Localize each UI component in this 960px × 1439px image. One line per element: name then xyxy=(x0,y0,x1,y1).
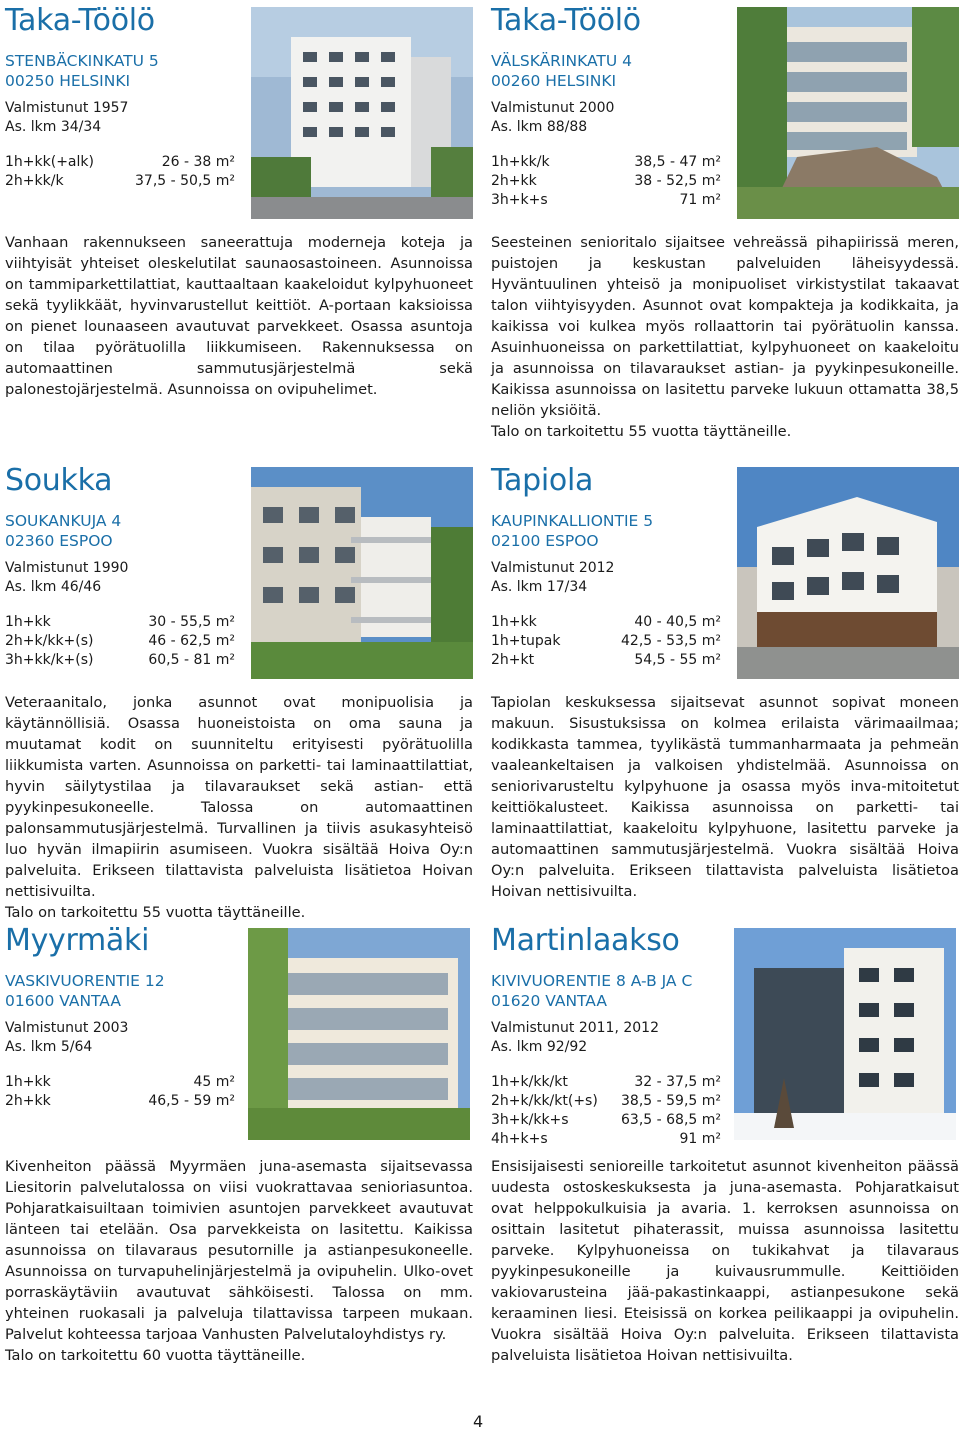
address-postal: 02360 ESPOO xyxy=(5,532,113,550)
unit-row xyxy=(5,153,235,172)
unit-type: 1h+kk xyxy=(5,614,51,630)
address-postal: 02100 ESPOO xyxy=(491,532,599,550)
description-extra: Talo on tarkoitettu 55 vuotta täyttäneille. xyxy=(5,904,306,921)
unit-row xyxy=(491,172,721,191)
address-postal: 01600 VANTAA xyxy=(5,992,121,1010)
unit-type: 1h+k/kk/kt xyxy=(491,1074,568,1090)
description-text: Tapiolan keskuksessa sijaitsevat asunnot sopivat moneen makuun. Sisustuksissa on kolmea erilaista värimaailmaa; kodikkasta tammea, tyylikästä tummanharmaata ja pehmeän vaaleankeltaisen ja valkoisen yhdistelmää. Asunnoissa on seniorivarusteltu kylpyhuone ja osassa myös inva-mitoitetut keittiökalusteet. Kaikissa asunnoissa on parketti- tai laminaattilattiat, kaakeloitu kylpyhuone, lasitettu parveke ja automaattinen sammutusjärjestelmä. Vuokra sisältää Hoiva Oy:n palveluita. Erikseen tilattavista palveluista lisätietoa Hoivan nettisivuilta. xyxy=(491,694,959,900)
listing-title: Soukka xyxy=(5,463,113,498)
unit-area: 91 m² xyxy=(679,1131,721,1147)
listing-description xyxy=(5,232,473,400)
built-year: Valmistunut 2012 xyxy=(491,560,615,576)
unit-area: 32 - 37,5 m² xyxy=(634,1074,721,1090)
description-text: Kivenheiton päässä Myyrmäen juna-asemasta sijaitsevassa Liesitorin palvelutalossa on viisi vuokrattavaa senioriasuntoa. Pohjaratkaisuiltaan toimivien asuntojen parvekkeet avautuvat länteen tai etelään. Osa parvekkeista on lasitettu. Kaikissa asunnoissa on tilavaraus pesutornille ja astianpesukoneelle. Asunnoissa on turvapuhelinjärjestelmä ja ovipuhelin. Ulko-ovet porraskäytäviin avautuvat sähköisesti. Talossa on mm. yhteinen ruokasali ja palveluja tilattavissa tarpeen mukaan. Palvelut kohteessa tarjoaa Vanhusten Palvelutaloyhdistys ry. xyxy=(5,1158,473,1343)
unit-type: 3h+k+s xyxy=(491,192,548,208)
listing-taka-toolo-stenbackinkatu xyxy=(5,3,473,400)
description-text: Seesteinen senioritalo sijaitsee vehreässä pihapiirissä meren, puistojen ja keskustan palveluiden läheisyydessä. Hyväntuulinen yhteisö ja monipuoliset virkistystilat takaavat talon viihtyisyyden. Asunnot ovat kompakteja ja kodikkaita, ja kaikissa voi kulkea myös rollaattorin tai pyörätuolin kanssa. Asuinhuoneissa on parkettilattiat, kylpyhuoneet on kaakeloitu ja asunnoissa on tilavaraukset astian- ja pyykinpesukoneille. Kaikissa asunnoissa on lasitettu parveke lukuun ottamatta 38,5 neliön yksiöitä. xyxy=(491,234,959,419)
address-street: VÄLSKÄRINKATU 4 xyxy=(491,52,633,70)
unit-area: 38 - 52,5 m² xyxy=(634,173,721,189)
listing-title: Taka-Töölö xyxy=(5,3,155,38)
unit-row xyxy=(491,651,721,670)
unit-row xyxy=(5,172,235,191)
listing-title: Martinlaakso xyxy=(491,923,680,958)
unit-row xyxy=(491,1111,721,1130)
unit-area: 38,5 - 59,5 m² xyxy=(621,1093,721,1109)
unit-type: 1h+kk xyxy=(5,1074,51,1090)
unit-row xyxy=(5,1073,235,1092)
building-photo xyxy=(737,467,959,679)
listing-header xyxy=(491,463,959,678)
unit-type: 1h+kk/k xyxy=(491,154,550,170)
unit-type: 1h+kk xyxy=(491,614,537,630)
built-year: Valmistunut 2003 xyxy=(5,1020,129,1036)
unit-list xyxy=(5,613,235,670)
listing-description xyxy=(491,692,959,902)
apartment-count: As. lkm 88/88 xyxy=(491,119,588,135)
listing-description xyxy=(5,692,473,923)
description-extra: Talo on tarkoitettu 60 vuotta täyttäneille. xyxy=(5,1347,306,1364)
listing-description xyxy=(491,1156,959,1366)
address-street: STENBÄCKINKATU 5 xyxy=(5,52,159,70)
listing-description xyxy=(5,1156,473,1366)
unit-row xyxy=(491,191,721,210)
unit-row xyxy=(491,613,721,632)
listing-taka-toolo-valskarinkatu xyxy=(491,3,959,442)
listing-soukka xyxy=(5,463,473,923)
unit-area: 45 m² xyxy=(193,1074,235,1090)
address-postal: 00250 HELSINKI xyxy=(5,72,131,90)
description-extra: Talo on tarkoitettu 55 vuotta täyttäneille. xyxy=(491,423,792,440)
unit-list xyxy=(5,1073,235,1111)
unit-list xyxy=(491,613,721,670)
address-postal: 00260 HELSINKI xyxy=(491,72,617,90)
unit-type: 2h+k/kk/kt(+s) xyxy=(491,1093,598,1109)
unit-row xyxy=(491,632,721,651)
listing-header xyxy=(491,3,959,218)
address-postal: 01620 VANTAA xyxy=(491,992,607,1010)
unit-row xyxy=(491,153,721,172)
listing-title: Taka-Töölö xyxy=(491,3,641,38)
unit-row xyxy=(491,1130,721,1149)
unit-type: 1h+tupak xyxy=(491,633,561,649)
unit-type: 4h+k+s xyxy=(491,1131,548,1147)
built-year: Valmistunut 2000 xyxy=(491,100,615,116)
unit-area: 30 - 55,5 m² xyxy=(148,614,235,630)
listing-description xyxy=(491,232,959,442)
building-photo-myyrmaki xyxy=(248,928,470,1140)
address-street: SOUKANKUJA 4 xyxy=(5,512,122,530)
unit-type: 3h+kk/k+(s) xyxy=(5,652,94,668)
unit-area: 54,5 - 55 m² xyxy=(634,652,721,668)
description-text: Ensisijaisesti senioreille tarkoitetut asunnot kivenheiton päässä uudesta ostoskeskuksesta ja juna-asemasta. Pohjaratkaisut ovat helppokulkuisia ja avaria. 1. kerroksen asunnoissa on osittain lasitetut pihaterassit, muissa asunnoissa lasitettu parveke. Kylpyhuoneissa on tukikahvat ja tilavaraus pyykinpesukoneille ja kuivausrummulle. Keittiöiden vakiovarusteina jää-pakastinkaappi, astianpesukone sekä keraaminen liesi. Eteisissä on korkea peilikaappi ja ovipuhelin. Vuokra sisältää Hoiva Oy:n palveluita. Erikseen tilattavista palveluista lisätietoa Hoivan nettisivuilta. xyxy=(491,1158,959,1364)
unit-row xyxy=(491,1073,721,1092)
listing-header xyxy=(5,3,473,218)
listing-title: Tapiola xyxy=(491,463,594,498)
listing-title: Myyrmäki xyxy=(5,923,150,958)
unit-area: 42,5 - 53,5 m² xyxy=(621,633,721,649)
unit-area: 71 m² xyxy=(679,192,721,208)
unit-list xyxy=(491,1073,721,1149)
unit-row xyxy=(5,613,235,632)
address-street: VASKIVUORENTIE 12 xyxy=(5,972,165,990)
unit-area: 26 - 38 m² xyxy=(161,154,235,170)
unit-list xyxy=(5,153,235,191)
listing-tapiola xyxy=(491,463,959,902)
address-street: KIVIVUORENTIE 8 A-B JA C xyxy=(491,972,693,990)
description-text: Vanhaan rakennukseen saneerattuja moderneja koteja ja viihtyisät yhteiset oleskelutilat saunaosastoineen. Asunnoissa on tammiparkettilattiat, kauttaaltaan kaakeloidut kylpyhuoneet sekä tyylikkäät, hyvinvarustellut keittiöt. A-portaan kaksioissa on pienet lounaaseen avautuvat parvekkeet. Osassa asuntoja on tilaa pyörätuolilla liikkumiseen. Rakennuksessa on automaattinen sammutusjärjestelmä sekä palonestojärjestelmä. Asunnoissa on ovipuhelimet. xyxy=(5,234,473,398)
built-year: Valmistunut 2011, 2012 xyxy=(491,1020,659,1036)
listing-header xyxy=(5,463,473,678)
page-number: 4 xyxy=(473,1412,484,1431)
unit-type: 3h+k/kk+s xyxy=(491,1112,569,1128)
unit-list xyxy=(491,153,721,210)
apartment-count: As. lkm 34/34 xyxy=(5,119,102,135)
unit-type: 1h+kk(+alk) xyxy=(5,154,94,170)
description-text: Veteraanitalo, jonka asunnot ovat monipuolisia ja käytännöllisiä. Osassa huoneistoista on oma sauna ja muutamat kodit on suunniteltu erityisesti pyörätuolilla liikkumista varten. Asunnoissa on parketti- tai laminaattilattiat, hyvin säilytystilaa ja tilavaraukset sekä astian- että pyykinpesukoneelle. Talossa on automaattinen palonsammutusjärjestelmä. Turvallinen ja tiivis asukasyhteisö luo hyvän ilmapiirin asumiseen. Vuokra sisältää Hoiva Oy:n palveluita. Erikseen tilattavista palveluista lisätietoa Hoivan nettisivuilta. xyxy=(5,694,473,900)
unit-area: 37,5 - 50,5 m² xyxy=(135,173,235,189)
address-street: KAUPINKALLIONTIE 5 xyxy=(491,512,654,530)
unit-row xyxy=(5,632,235,651)
unit-type: 2h+kt xyxy=(491,652,535,668)
building-photo-martinlaakso xyxy=(734,928,956,1140)
unit-area: 46,5 - 59 m² xyxy=(148,1093,235,1109)
apartment-count: As. lkm 92/92 xyxy=(491,1039,588,1055)
unit-row xyxy=(491,1092,721,1111)
unit-area: 63,5 - 68,5 m² xyxy=(621,1112,721,1128)
unit-area: 46 - 62,5 m² xyxy=(148,633,235,649)
built-year: Valmistunut 1990 xyxy=(5,560,129,576)
unit-row xyxy=(5,1092,235,1111)
apartment-count: As. lkm 46/46 xyxy=(5,579,102,595)
building-photo xyxy=(251,467,473,679)
unit-type: 2h+k/kk+(s) xyxy=(5,633,94,649)
unit-area: 38,5 - 47 m² xyxy=(634,154,721,170)
unit-area: 40 - 40,5 m² xyxy=(634,614,721,630)
unit-type: 2h+kk xyxy=(5,1093,51,1109)
unit-type: 2h+kk/k xyxy=(5,173,64,189)
unit-area: 60,5 - 81 m² xyxy=(148,652,235,668)
apartment-count: As. lkm 5/64 xyxy=(5,1039,93,1055)
building-photo xyxy=(737,7,959,219)
unit-row xyxy=(5,651,235,670)
unit-type: 2h+kk xyxy=(491,173,537,189)
built-year: Valmistunut 1957 xyxy=(5,100,129,116)
building-photo xyxy=(251,7,473,219)
apartment-count: As. lkm 17/34 xyxy=(491,579,588,595)
